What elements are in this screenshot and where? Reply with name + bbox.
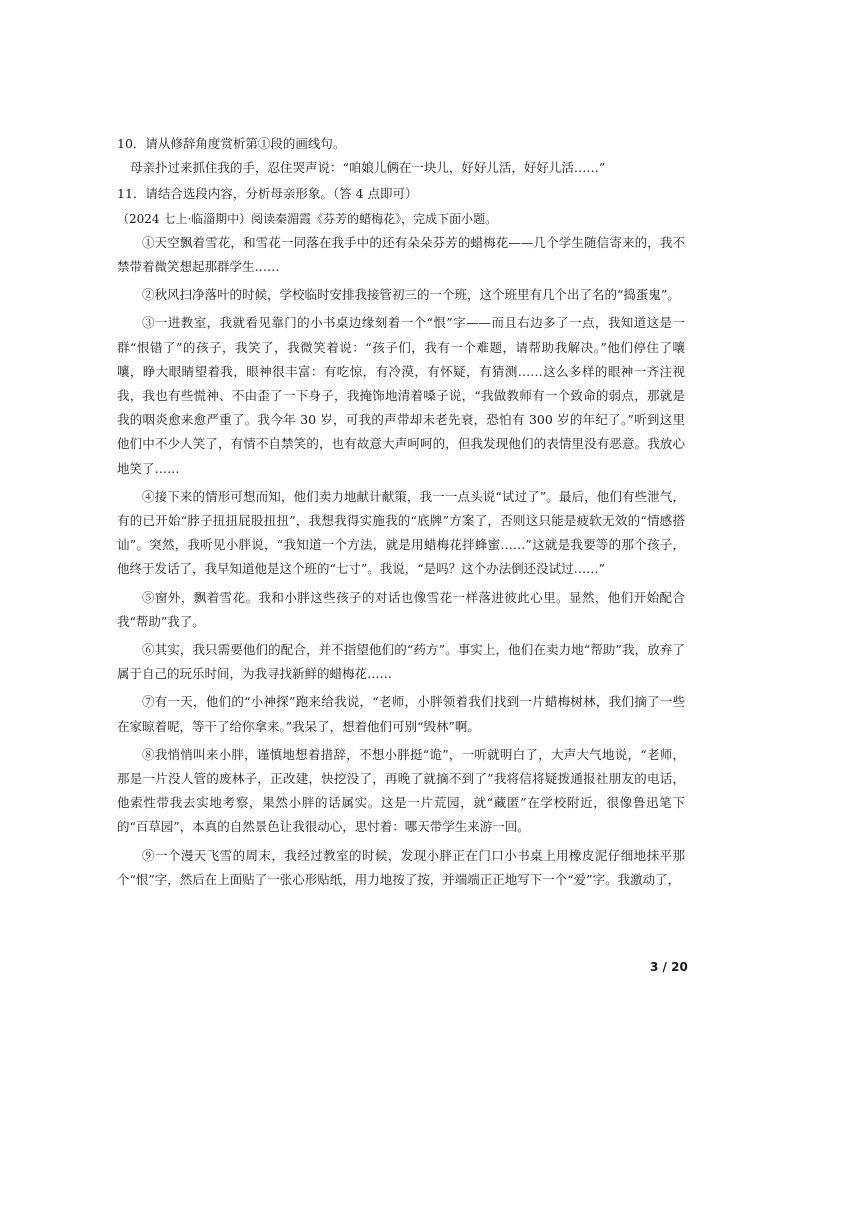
paragraph-7: ⑦有一天，他们的“小神探”跑来给我说，“老师，小胖领着我们找到一片蜡梅树林，我们摘了一些在家晾着呢，等干了给你拿来。”我呆了，想着他们可别“毁林”啊。 (117, 694, 685, 734)
paragraph-5: ⑤窗外，飘着雪花。我和小胖这些孩子的对话也像雪花一样落进彼此心里。显然，他们开始配合我“帮助”我了。 (117, 589, 685, 629)
paragraph-3: ③一进教室，我就看见靠门的小书桌边缘刻着一个“恨”字——而且右边多了一点，我知道这是一群“恨错了”的孩子，我笑了，我微笑着说：“孩子们，我有一个难题，请帮助我解决。”他们停住了嚷嚷，睁大眼睛望着我，眼神很丰富：有吃惊，有冷漠，有怀疑，有猜测……这么多样的眼神一齐注视我，我也有些慌神、不由歪了一下身子，我掩饰地清着嗓子说，“我做教师有一个致命的弱点，那就是我的咽炎愈来愈严重了。我今年 30 岁，可我的声带却未老先衰，恐怕有 300 岁的年纪了。”听到这里他们中不少人笑了，有情不自禁笑的，也有故意大声呵呵的，但我发现他们的表情里没有恶意。我放心地笑了…… (117, 315, 685, 476)
paragraph-2: ②秋风扫净落叶的时候，学校临时安排我接管初三的一个班，这个班里有几个出了名的“捣蛋鬼”。 (142, 287, 680, 303)
question-10-quote: 母亲扑过来抓住我的手，忍住哭声说：“咱娘儿俩在一块儿，好好儿活，好好儿活……” (130, 160, 606, 176)
paragraph-4: ④接下来的情形可想而知，他们卖力地献计献策，我一一点头说“试过了”。最后，他们有些泄气，有的已开始“脖子扭扭屁股扭扭”，我想我得实施我的“底牌”方案了，否则这只能是疲软无效的“情感搭讪”。突然，我听见小胖说，“我知道一个方法，就是用蜡梅花拌蜂蜜……”这就是我要等的那个孩子，他终于发话了，我早知道他是这个班的“七寸”。我说，“是吗？这个办法倒还没试过……” (117, 488, 685, 577)
paragraph-1: ①天空飘着雪花，和雪花一同落在我手中的还有朵朵芬芳的蜡梅花——几个学生随信寄来的，我不禁带着微笑想起那群学生…… (117, 234, 685, 275)
paragraph-8: ⑧我悄悄叫来小胖，谨慎地想着措辞，不想小胖挺“诡”，一听就明白了，大声大气地说，“老师，那是一片没人管的废林子，正改建，快挖没了，再晚了就摘不到了”我将信将疑拨通报社朋友的电话，他索性带我去实地考察，果然小胖的话属实。这是一片荒园，就“藏匿”在学校附近，很像鲁迅笔下的“百草园”，本真的自然景色让我很动心，思忖着：哪天带学生来游一回。 (117, 746, 685, 835)
page-content (117, 130, 685, 896)
question-10: 10．请从修辞角度赏析第①段的画线句。 (117, 136, 346, 151)
paragraph-9: ⑨一个漫天飞雪的周末，我经过教室的时候，发现小胖正在门口小书桌上用橡皮泥仔细地抹平那个“恨”字，然后在上面贴了一张心形贴纸，用力地按了按，并端端正正地写下一个“爱”字。我激动了， (117, 847, 685, 887)
page-number: 3 / 20 (650, 960, 688, 974)
question-11: 11．请结合选段内容，分析母亲形象。（答 4 点即可） (117, 186, 418, 202)
reading-source: （2024 七上·临淄期中）阅读秦湄霞《芬芳的蜡梅花》，完成下面小题。 (117, 211, 498, 226)
paragraph-6: ⑥其实，我只需要他们的配合，并不指望他们的“药方”。事实上，他们在卖力地“帮助”我，放弃了属于自己的玩乐时间，为我寻找新鲜的蜡梅花…… (117, 642, 685, 682)
